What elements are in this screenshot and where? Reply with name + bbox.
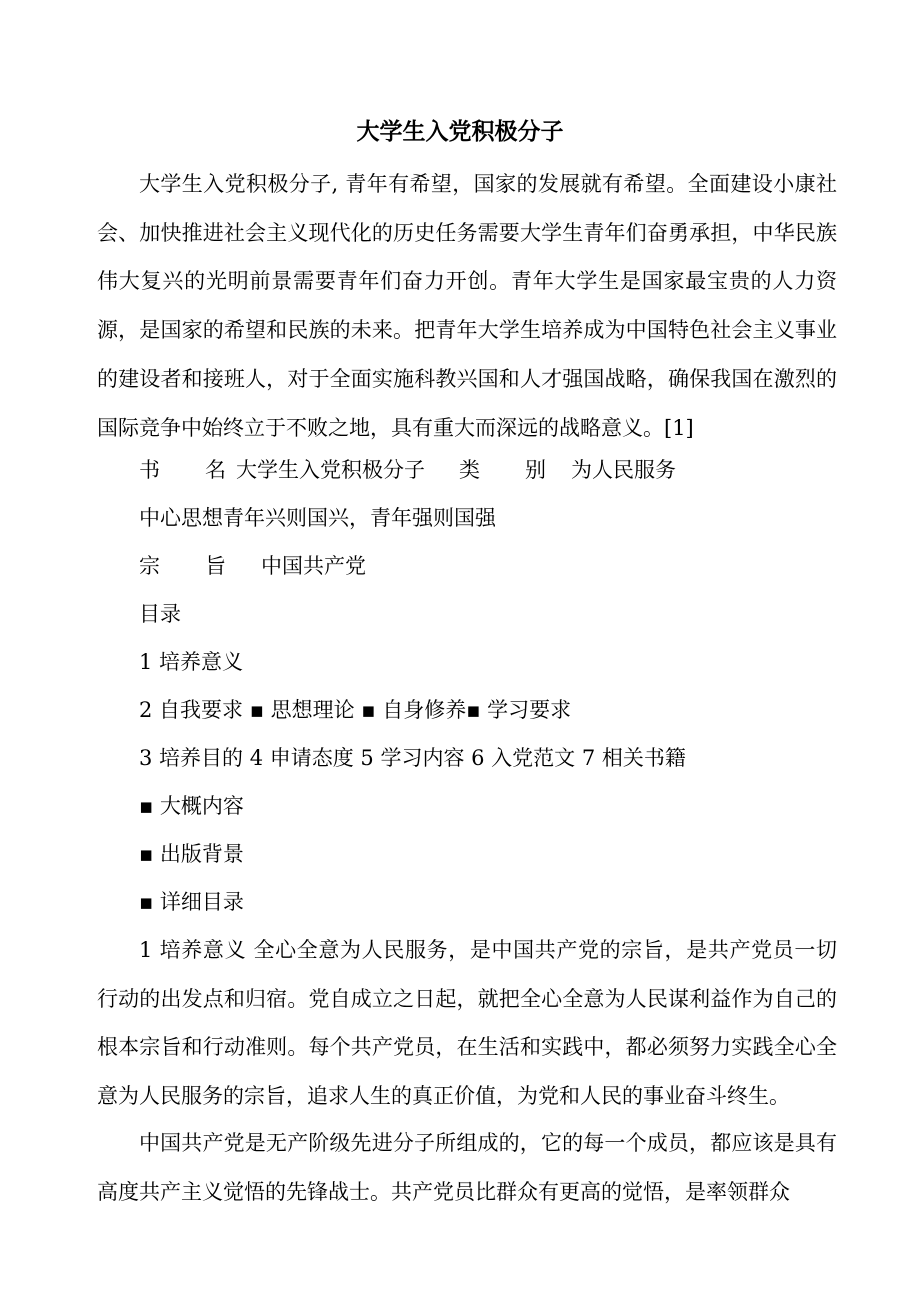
toc-line-3: 3 培养目的 4 申请态度 5 学习内容 6 入党范文 7 相关书籍 (139, 746, 686, 770)
book-value: 大学生入党积极分子 (236, 458, 425, 482)
book-info-line (139, 446, 839, 495)
book-label-1: 书 (139, 458, 160, 482)
section-2-paragraph: 中国共产党是无产阶级先进分子所组成的，它的每一个成员，都应该是具有高度共产主义觉悟的先锋战士。共产党员比群众有更高的觉悟，是率领群众 (97, 1131, 837, 1204)
category-value: 为人民服务 (571, 458, 676, 482)
toc-line-6: ▪ 详细目录 (139, 890, 244, 914)
toc-line-4: ▪ 大概内容 (139, 794, 244, 818)
toc-line-2: 2 自我要求 ▪ 思想理论 ▪ 自身修养▪ 学习要求 (139, 698, 572, 722)
section-1-paragraph: 1 培养意义 全心全意为人民服务，是中国共产党的宗旨，是共产党员一切行动的出发点和归宿。党自成立之日起，就把全心全意为人民谋利益作为自己的根本宗旨和行动准则。每个共产党员，在生活和实践中，都必须努力实践全心全意为人民服务的宗旨，追求人生的真正价值，为党和人民的事业奋斗终生。 (97, 938, 837, 1109)
purpose-label-1: 宗 (139, 554, 160, 578)
central-idea-line: 中心思想青年兴则国兴，青年强则国强 (139, 506, 496, 530)
purpose-label-2: 旨 (205, 554, 226, 578)
category-label-1: 类 (459, 458, 480, 482)
toc-line-5: ▪ 出版背景 (139, 842, 244, 866)
toc-heading: 目录 (139, 602, 181, 626)
document-title: 大学生入党积极分子 (356, 118, 564, 145)
purpose-value: 中国共产党 (261, 554, 366, 578)
category-label-2: 别 (525, 458, 546, 482)
purpose-line (139, 542, 839, 591)
intro-paragraph: 大学生入党积极分子, 青年有希望，国家的发展就有希望。全面建设小康社会、加快推进社会主义现代化的历史任务需要大学生青年们奋勇承担，中华民族伟大复兴的光明前景需要青年们奋力开创。青年大学生是国家最宝贵的人力资源，是国家的希望和民族的未来。把青年大学生培养成为中国特色社会主义事业的建设者和接班人，对于全面实施科教兴国和人才强国战略，确保我国在激烈的国际竞争中始终立于不败之地，具有重大而深远的战略意义。[1] (97, 172, 837, 440)
book-label-2: 名 (205, 458, 226, 482)
toc-line-1: 1 培养意义 (139, 650, 244, 674)
